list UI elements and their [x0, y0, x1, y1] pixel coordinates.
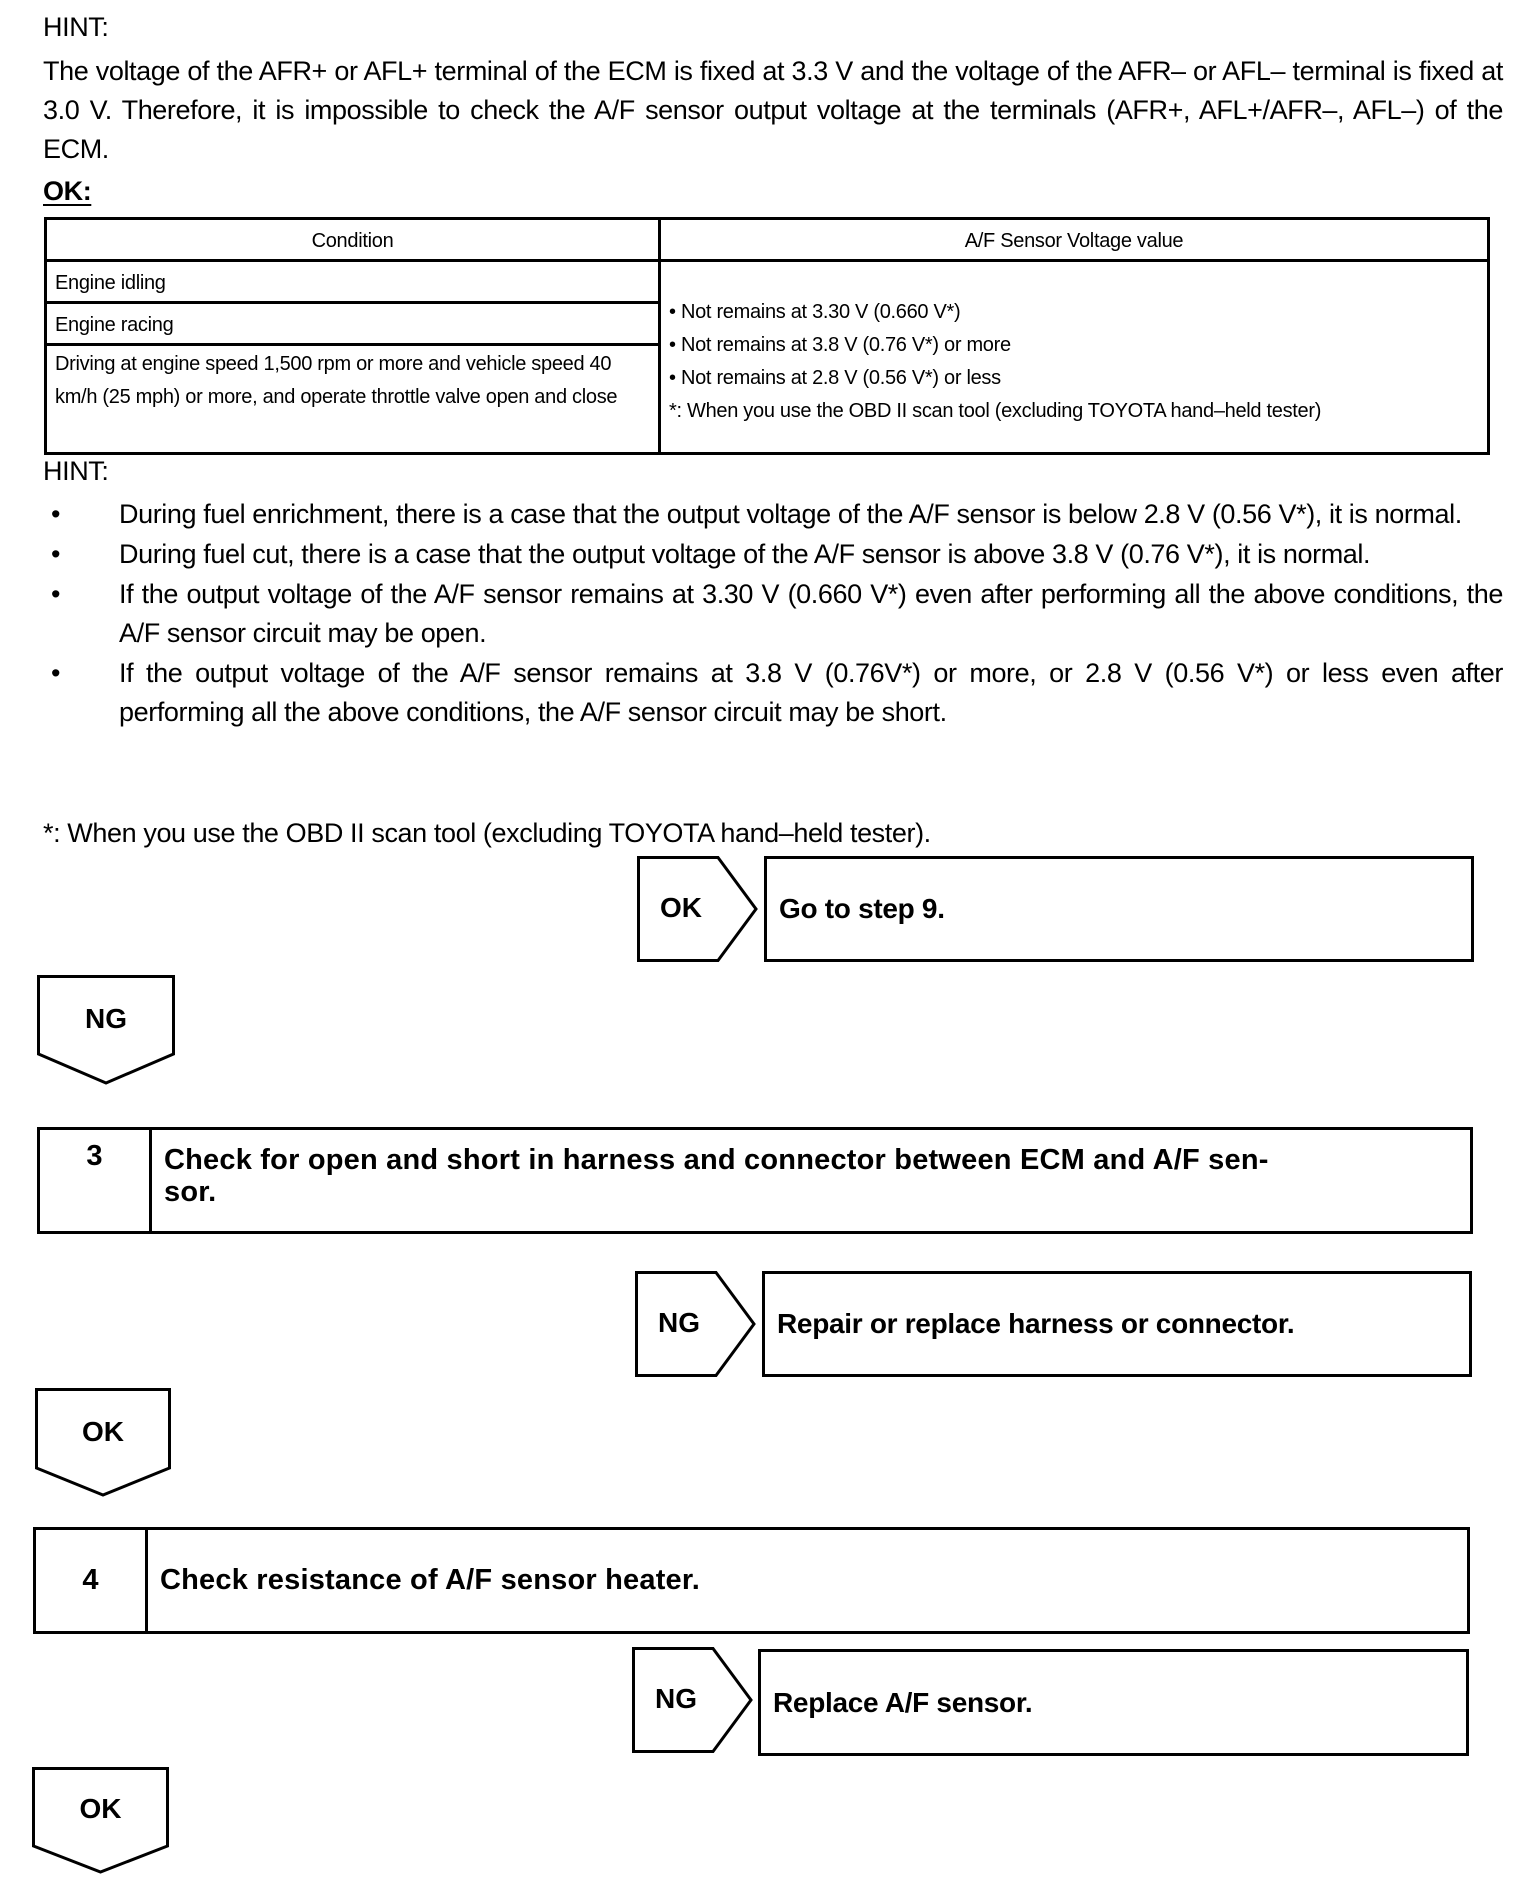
table-header-condition: Condition [47, 220, 661, 262]
table-row-condition: Driving at engine speed 1,500 rpm or more and vehicle speed 40 km/h (25 mph) or more, and operate throttle valve open and close [55, 353, 618, 408]
table-header-voltage-value: A/F Sensor Voltage value [661, 220, 1487, 262]
footnote: *: When you use the OBD II scan tool (excluding TOYOTA hand–held tester). [43, 818, 931, 848]
hint-bullet-item [43, 575, 1503, 653]
result-text: Repair or replace harness or connector. [777, 1308, 1295, 1339]
bullet-icon: • [51, 539, 61, 569]
ok-standard-label: OK: [43, 176, 92, 206]
hint-heading: HINT: [43, 456, 109, 486]
voltage-criterion: • Not remains at 2.8 V (0.56 V*) or less [669, 367, 1001, 389]
hint-bullet-text: During fuel enrichment, there is a case that the output voltage of the A/F sensor is below 2.8 V (0.56 V*), it is normal. [119, 499, 1462, 529]
ng-branch-arrow [632, 1647, 754, 1753]
branch-tag-label: NG [85, 1003, 127, 1034]
step-title-line: Check for open and short in harness and connector between ECM and A/F sen- [164, 1144, 1269, 1176]
result-box-repair-harness [762, 1271, 1472, 1377]
bullet-icon: • [51, 499, 61, 529]
step-number: 3 [40, 1130, 152, 1231]
step-number: 4 [36, 1530, 148, 1631]
ok-branch-arrow [32, 1767, 169, 1874]
ng-branch-arrow [635, 1271, 757, 1377]
hint-bullet-item [43, 654, 1503, 732]
table-row-condition: Engine racing [47, 304, 658, 346]
step-title-line: sor. [164, 1176, 217, 1208]
step-3-box [37, 1127, 1473, 1234]
result-text: Replace A/F sensor. [773, 1686, 1033, 1718]
hint-paragraph: The voltage of the AFR+ or AFL+ terminal of the ECM is fixed at 3.3 V and the voltage of the AFR– or AFL– terminal is fixed at 3.0 V. Therefore, it is impossible to check the A/F sensor output voltage at the terminals (AFR+, AFL+/AFR–, AFL–) of the ECM. [43, 56, 1503, 164]
branch-tag-label: OK [82, 1416, 124, 1447]
ng-branch-arrow [37, 975, 175, 1085]
voltage-criterion: • Not remains at 3.30 V (0.660 V*) [669, 301, 961, 323]
step-title [164, 1144, 1430, 1208]
hint-bullet-item [43, 535, 1503, 574]
bullet-icon: • [51, 658, 61, 688]
step-4-box [33, 1527, 1470, 1634]
hint-bullet-item [43, 495, 1503, 534]
hint-bullet-text: If the output voltage of the A/F sensor remains at 3.30 V (0.660 V*) even after performing all the above conditions, the A/F sensor circuit may be open. [119, 579, 1503, 648]
hint-heading: HINT: [43, 12, 109, 42]
condition-column [47, 262, 661, 452]
branch-tag-label: OK [79, 1793, 122, 1824]
hint-bullet-text: If the output voltage of the A/F sensor remains at 3.8 V (0.76V*) or more, or 2.8 V (0.56 V*) or less even after performing all the above conditions, the A/F sensor circuit may be short. [119, 658, 1503, 727]
bullet-icon: • [51, 579, 61, 609]
result-box-go-to-step-9 [764, 856, 1474, 962]
branch-tag-label: NG [658, 1307, 700, 1338]
branch-tag-label: NG [655, 1683, 697, 1714]
step-title: Check resistance of A/F sensor heater. [160, 1564, 701, 1596]
voltage-criterion: • Not remains at 3.8 V (0.76 V*) or more [669, 334, 1011, 356]
hint-bullet-list [43, 495, 1503, 733]
voltage-value-cell [661, 262, 1487, 452]
hint-bullet-text: During fuel cut, there is a case that the output voltage of the A/F sensor is above 3.8 V (0.76 V*), it is normal. [119, 539, 1371, 569]
condition-voltage-table [44, 217, 1490, 455]
result-text: Go to step 9. [779, 893, 945, 924]
ok-branch-arrow [637, 856, 759, 962]
table-footnote: *: When you use the OBD II scan tool (excluding TOYOTA hand–held tester) [669, 400, 1322, 422]
ok-branch-arrow [35, 1388, 171, 1497]
result-box-replace-sensor [758, 1649, 1469, 1756]
table-row-condition: Engine idling [47, 262, 658, 304]
branch-tag-label: OK [660, 892, 702, 923]
